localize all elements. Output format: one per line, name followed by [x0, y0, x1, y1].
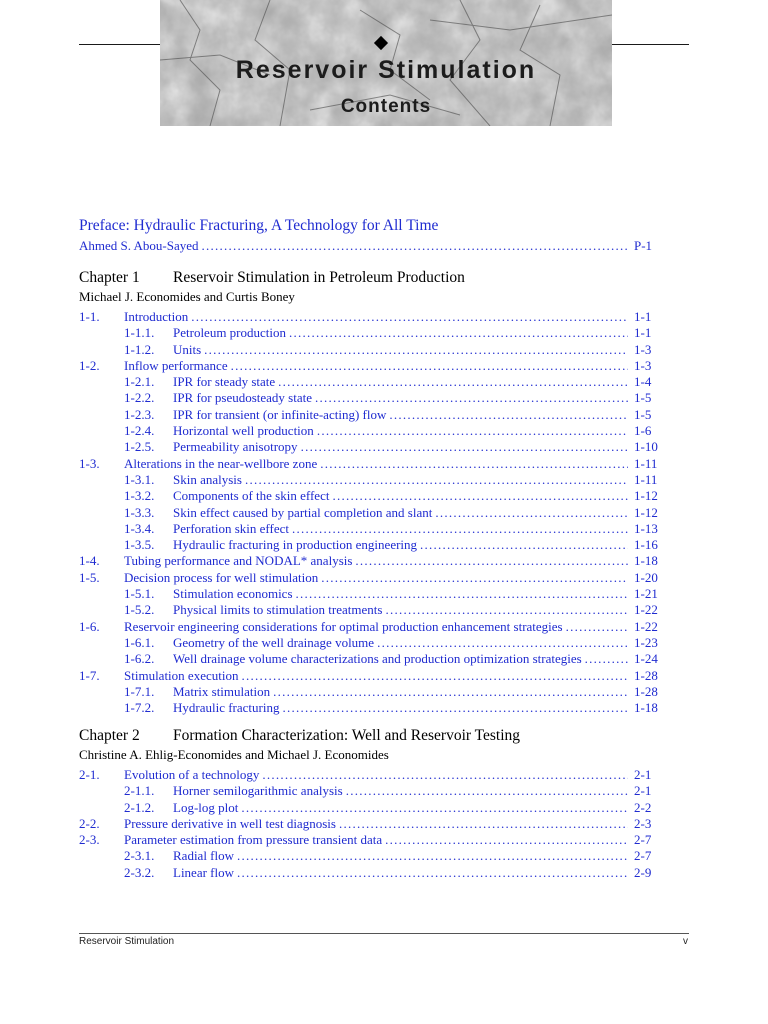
entry-title: Well drainage volume characterizations and production optimization strategies [173, 651, 582, 667]
toc-entry[interactable] [79, 309, 664, 325]
dot-leader [339, 816, 628, 832]
dot-leader [566, 619, 628, 635]
entry-title: Units [173, 341, 202, 357]
book-title: Reservoir Stimulation [235, 56, 537, 84]
entry-number: 2-3.2. [124, 864, 155, 880]
toc-entry[interactable] [79, 816, 664, 832]
footer-book-title: Reservoir Stimulation [79, 936, 175, 947]
entry-number: 2-1. [79, 767, 100, 782]
chapter-heading [79, 726, 664, 746]
entry-page: 1-1 [634, 325, 652, 341]
toc-entry[interactable] [79, 700, 664, 716]
toc-entry[interactable] [79, 407, 664, 423]
entry-page: 1-3 [634, 341, 652, 357]
entry-number: 1-4. [79, 553, 100, 569]
entry-number: 1-6.1. [124, 634, 155, 650]
toc-entry[interactable] [79, 619, 664, 635]
chapter-2-section [79, 726, 664, 881]
entry-title: Horizontal well production [173, 423, 314, 439]
dot-leader [241, 668, 628, 684]
entry-number: 2-1.2. [124, 799, 155, 815]
entry-page: 1-11 [634, 471, 658, 487]
entry-title: Alterations in the near-wellbore zone [124, 455, 318, 471]
dot-leader [231, 358, 628, 374]
entry-number: 2-3.1. [124, 848, 155, 864]
entry-title: Tubing performance and NODAL* analysis [124, 553, 353, 569]
entry-number: 2-2. [79, 815, 100, 831]
dot-leader [245, 472, 628, 488]
entry-title: Perforation skin effect [173, 520, 289, 536]
entry-title: Pressure derivative in well test diagnosis [124, 815, 336, 831]
entry-page: 1-18 [634, 553, 658, 569]
dot-leader [321, 570, 628, 586]
entry-page: 2-9 [634, 864, 652, 880]
dot-leader [320, 456, 628, 472]
entry-title: Physical limits to stimulation treatments [173, 602, 383, 618]
entry-title: Linear flow [173, 864, 235, 880]
toc-entry[interactable] [79, 238, 664, 254]
entry-number: 1-7. [79, 667, 100, 683]
dot-leader [262, 767, 628, 783]
toc-entry[interactable] [79, 684, 664, 700]
entry-title: Horner semilogarithmic analysis [173, 783, 343, 799]
entry-page: 1-12 [634, 488, 658, 504]
entry-number: 1-6.2. [124, 651, 155, 667]
toc-entry[interactable] [79, 635, 664, 651]
toc-entry[interactable] [79, 342, 664, 358]
entry-title: Parameter estimation from pressure transient data [124, 832, 383, 848]
entry-title: Evolution of a technology [124, 767, 260, 782]
entry-page: 2-3 [634, 815, 652, 831]
entry-number: 1-5.2. [124, 602, 155, 618]
dot-leader [389, 407, 628, 423]
chapter-authors: Christine A. Ehlig-Economides and Michael J. Economides [79, 747, 389, 762]
dot-leader [355, 553, 628, 569]
entry-page: 1-1 [634, 309, 652, 324]
entry-number: 1-3. [79, 455, 100, 471]
toc-entry[interactable] [79, 439, 664, 455]
entry-title: Log-log plot [173, 799, 239, 815]
dot-leader [292, 521, 628, 537]
entry-number: 1-3.1. [124, 471, 155, 487]
entry-number: 1-2.5. [124, 439, 155, 455]
entry-page: 1-28 [634, 667, 658, 683]
entry-page: 1-11 [634, 455, 658, 471]
toc-entry[interactable] [79, 668, 664, 684]
entry-page: 1-5 [634, 390, 652, 406]
toc-entry[interactable] [79, 832, 664, 848]
entry-page: 2-1 [634, 783, 652, 799]
toc-entry[interactable] [79, 586, 664, 602]
dot-leader [202, 238, 628, 254]
entry-page: 1-5 [634, 406, 652, 422]
entry-page: P-1 [634, 238, 653, 253]
entry-title: IPR for transient (or infinite-acting) flow [173, 406, 387, 422]
toc-entry[interactable] [79, 472, 664, 488]
entry-page: 1-10 [634, 439, 658, 455]
entry-page: 1-23 [634, 634, 658, 650]
toc-entry[interactable] [79, 505, 664, 521]
entry-page: 2-7 [634, 848, 652, 864]
entry-title: Stimulation economics [173, 586, 293, 602]
chapter-number: Chapter 1 [79, 269, 140, 286]
dot-leader [377, 635, 628, 651]
entry-page: 1-12 [634, 504, 658, 520]
entry-number: 1-2.4. [124, 423, 155, 439]
toc-entry[interactable] [79, 767, 664, 783]
entry-page: 1-20 [634, 569, 658, 585]
toc-entry[interactable] [79, 374, 664, 390]
dot-leader [435, 505, 628, 521]
entry-title: Hydraulic fracturing [173, 700, 280, 716]
header-banner [160, 0, 612, 126]
entry-title: Permeability anisotropy [173, 439, 298, 455]
dot-leader [191, 309, 628, 325]
toc-entry[interactable] [79, 325, 664, 341]
toc-entry[interactable] [79, 488, 664, 504]
preface-title[interactable]: Preface: Hydraulic Fracturing, A Technology for All Time [79, 217, 439, 234]
toc-entry[interactable] [79, 537, 664, 553]
toc-entry[interactable] [79, 456, 664, 472]
entry-page: 1-6 [634, 423, 652, 439]
chapter-number: Chapter 2 [79, 727, 140, 744]
dot-leader [585, 651, 628, 667]
footer-page-number: v [683, 936, 688, 947]
entry-title: Skin effect caused by partial completion and slant [173, 504, 433, 520]
entry-number: 1-3.5. [124, 537, 155, 553]
entry-page: 1-24 [634, 651, 658, 667]
dot-leader [237, 865, 628, 881]
chapter-title: Reservoir Stimulation in Petroleum Production [173, 269, 465, 286]
chapter-heading [79, 268, 664, 288]
entry-title: Decision process for well stimulation [124, 569, 319, 585]
entry-title: Matrix stimulation [173, 683, 271, 699]
toc-entry[interactable] [79, 783, 664, 799]
footer-rule [79, 933, 689, 934]
dot-leader [385, 602, 628, 618]
dot-leader [301, 439, 628, 455]
chapter-title: Formation Characterization: Well and Reservoir Testing [173, 727, 521, 744]
dot-leader [204, 342, 628, 358]
dot-leader [273, 684, 628, 700]
entry-title: Stimulation execution [124, 667, 239, 683]
entry-title: Inflow performance [124, 357, 228, 373]
toc-entry[interactable] [79, 570, 664, 586]
entry-page: 1-22 [634, 618, 658, 634]
entry-title: Components of the skin effect [173, 488, 330, 504]
preface-section [79, 216, 664, 254]
dot-leader [289, 325, 628, 341]
entry-number: 1-2. [79, 357, 100, 373]
dot-leader [296, 586, 628, 602]
entry-page: 1-16 [634, 537, 658, 553]
entry-number: 2-1.1. [124, 783, 155, 799]
entry-page: 1-3 [634, 357, 652, 373]
toc-entry[interactable] [79, 865, 664, 881]
toc-entry[interactable] [79, 800, 664, 816]
entry-number: 1-3.2. [124, 488, 155, 504]
toc-entry[interactable] [79, 390, 664, 406]
dot-leader [385, 832, 628, 848]
entry-number: 1-1.1. [124, 325, 155, 341]
toc-entry[interactable] [79, 358, 664, 374]
entry-page: 1-21 [634, 586, 658, 602]
dot-leader [282, 700, 628, 716]
entry-number: 2-3. [79, 832, 100, 848]
toc-entry[interactable] [79, 423, 664, 439]
entry-number: 1-3.3. [124, 504, 155, 520]
chapter-authors: Michael J. Economides and Curtis Boney [79, 289, 295, 304]
dot-leader [315, 390, 628, 406]
entry-number: 1-3.4. [124, 520, 155, 536]
toc-entry[interactable] [79, 521, 664, 537]
toc-entry[interactable] [79, 553, 664, 569]
entry-title: Introduction [124, 309, 189, 324]
dot-leader [332, 488, 628, 504]
entry-title: Ahmed S. Abou-Sayed [79, 238, 199, 253]
entry-page: 1-4 [634, 374, 652, 390]
entry-number: 1-2.2. [124, 390, 155, 406]
entry-number: 1-5. [79, 569, 100, 585]
entry-number: 1-7.2. [124, 700, 155, 716]
dot-leader [241, 800, 628, 816]
entry-page: 1-22 [634, 602, 658, 618]
entry-page: 1-13 [634, 520, 658, 536]
dot-leader [317, 423, 628, 439]
entry-title: Reservoir engineering considerations for optimal production enhancement strategies [124, 618, 563, 634]
entry-number: 1-6. [79, 618, 100, 634]
chapter-2-entries [79, 767, 664, 881]
toc-entry[interactable] [79, 651, 664, 667]
chapter-1-entries [79, 309, 664, 716]
entry-title: Radial flow [173, 848, 235, 864]
entry-title: Petroleum production [173, 325, 287, 341]
dot-leader [420, 537, 628, 553]
entry-number: 1-2.1. [124, 374, 155, 390]
entry-title: Hydraulic fracturing in production engineering [173, 537, 418, 553]
entry-page: 2-7 [634, 832, 652, 848]
entry-number: 1-2.3. [124, 406, 155, 422]
entry-page: 2-1 [634, 767, 652, 782]
entry-number: 1-5.1. [124, 586, 155, 602]
entry-number: 1-1.2. [124, 341, 155, 357]
entry-page: 2-2 [634, 799, 652, 815]
entry-page: 1-18 [634, 700, 658, 716]
entry-title: Geometry of the well drainage volume [173, 634, 375, 650]
dot-leader [237, 848, 628, 864]
entry-title: Skin analysis [173, 471, 242, 487]
toc-entry[interactable] [79, 848, 664, 864]
contents-heading: Contents [340, 96, 432, 117]
chapter-1-section [79, 268, 664, 716]
entry-page: 1-28 [634, 683, 658, 699]
dot-leader [346, 783, 628, 799]
dot-leader [278, 374, 628, 390]
toc-entry[interactable] [79, 602, 664, 618]
entry-title: IPR for steady state [173, 374, 276, 390]
entry-title: IPR for pseudosteady state [173, 390, 313, 406]
entry-number: 1-7.1. [124, 683, 155, 699]
entry-number: 1-1. [79, 309, 100, 324]
